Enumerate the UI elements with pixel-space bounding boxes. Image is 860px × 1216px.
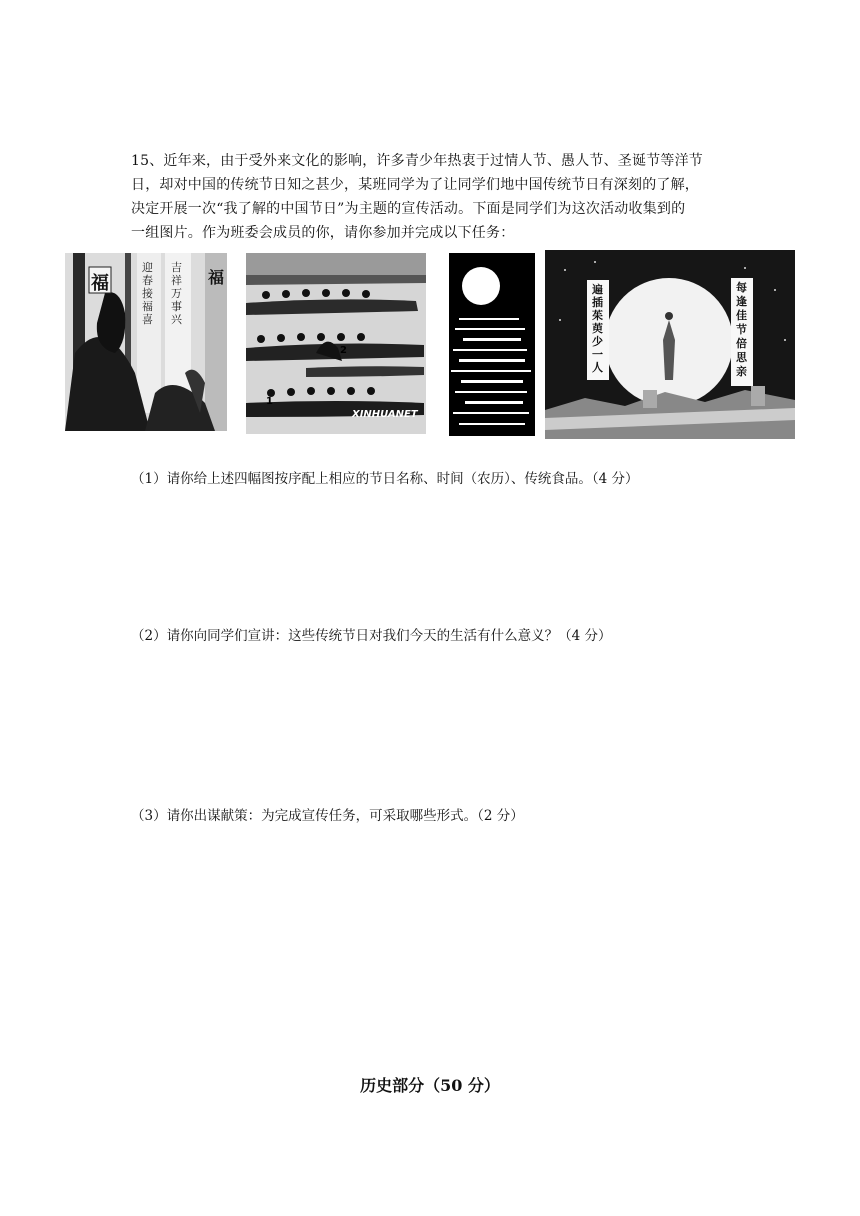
couplet-fu-char: 福 [91, 273, 109, 294]
moon-over-water-image [449, 253, 535, 436]
task-1: （1）请你给上述四幅图按序配上相应的节日名称、时间（农历）、传统食品。（4 分） [131, 471, 639, 487]
double-ninth-image [545, 250, 795, 439]
poem-left-scroll: 遍插茱萸少一人 [592, 283, 603, 374]
boat-number-1: 1 [266, 396, 273, 407]
scroll-text-1: 迎春接福喜 [142, 261, 153, 326]
spring-festival-image [65, 253, 227, 431]
couplet-fu-char-right: 福 [208, 268, 225, 287]
question-line-3: 决定开展一次“我了解的中国节日”为主题的宣传活动。下面是同学们为这次活动收集到的 [131, 201, 686, 217]
poem-right-scroll: 每逢佳节倍思亲 [736, 281, 747, 378]
section-title: 历史部分（50 分） [360, 1076, 500, 1095]
task-3: （3）请你出谋献策：为完成宣传任务，可采取哪些形式。（2 分） [131, 808, 524, 824]
scroll-text-2: 吉祥万事兴 [171, 261, 182, 326]
dragon-boat-image [246, 253, 426, 434]
xinhuanet-watermark: XINHUANET [352, 409, 418, 420]
task-2: （2）请你向同学们宣讲：这些传统节日对我们今天的生活有什么意义？（4 分） [131, 628, 612, 644]
boat-number-2: 2 [340, 345, 347, 356]
question-line-4: 一组图片。作为班委会成员的你，请你参加并完成以下任务： [131, 225, 515, 241]
question-line-2: 日，却对中国的传统节日知之甚少，某班同学为了让同学们地中国传统节日有深刻的了解， [131, 177, 699, 193]
question-line-1: 15、近年来，由于受外来文化的影响，许多青少年热衷于过情人节、愚人节、圣诞节等洋节 [131, 153, 704, 169]
